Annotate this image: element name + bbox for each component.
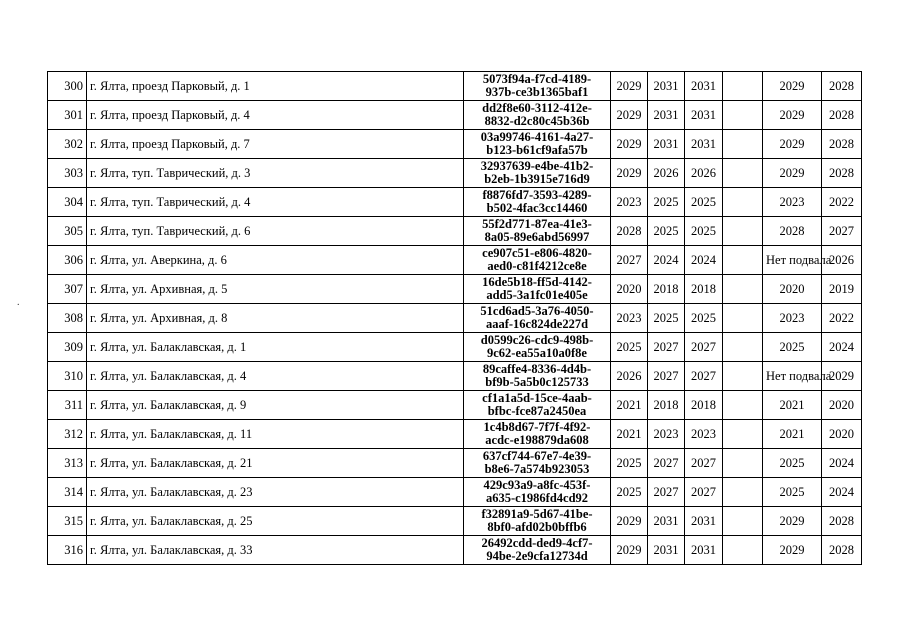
empty-cell [723,420,763,449]
row-number-cell: 302 [48,130,87,159]
year-cell-2: 2027 [648,333,685,362]
guid-line: b2eb-1b3915e716d9 [484,172,590,186]
basement-year-cell: 2029 [763,159,822,188]
year-cell-2: 2031 [648,507,685,536]
table-row [48,391,862,420]
guid-cell [464,72,611,101]
year-cell-1: 2029 [611,159,648,188]
table-row [48,507,862,536]
year-cell-3: 2023 [685,420,723,449]
address-cell: г. Ялта, ул. Балаклавская, д. 9 [87,391,464,420]
table-row [48,449,862,478]
address-cell: г. Ялта, проезд Парковый, д. 7 [87,130,464,159]
empty-cell [723,304,763,333]
empty-cell [723,72,763,101]
guid-line: b123-b61cf9afa57b [486,143,588,157]
year-cell-1: 2023 [611,188,648,217]
guid-cell [464,333,611,362]
table-row [48,217,862,246]
guid-line: 94be-2e9cfa12734d [486,549,588,563]
year-cell-1: 2021 [611,391,648,420]
year-cell-1: 2029 [611,72,648,101]
year-cell-2: 2031 [648,72,685,101]
year-cell-1: 2027 [611,246,648,275]
year-cell-1: 2029 [611,130,648,159]
table-row [48,130,862,159]
guid-line: 9c62-ea55a10a0f8e [487,346,587,360]
row-number-cell: 300 [48,72,87,101]
year-cell-3: 2027 [685,449,723,478]
row-number-cell: 308 [48,304,87,333]
year-cell-5: 2022 [822,304,862,333]
row-number-cell: 315 [48,507,87,536]
year-cell-3: 2027 [685,478,723,507]
year-cell-3: 2031 [685,101,723,130]
guid-cell [464,101,611,130]
year-cell-3: 2031 [685,507,723,536]
empty-cell [723,478,763,507]
basement-year-cell: 2020 [763,275,822,304]
guid-cell [464,478,611,507]
year-cell-5: 2029 [822,362,862,391]
empty-cell [723,333,763,362]
guid-cell [464,536,611,565]
basement-year-cell: 2021 [763,420,822,449]
guid-line: 637cf744-67e7-4e39- [482,449,592,463]
address-cell: г. Ялта, туп. Таврический, д. 6 [87,217,464,246]
basement-year-cell: 2029 [763,536,822,565]
year-cell-3: 2018 [685,275,723,304]
year-cell-1: 2025 [611,478,648,507]
empty-cell [723,507,763,536]
address-cell: г. Ялта, проезд Парковый, д. 1 [87,72,464,101]
table-row [48,304,862,333]
guid-cell [464,275,611,304]
guid-cell [464,217,611,246]
address-cell: г. Ялта, ул. Архивная, д. 8 [87,304,464,333]
table-row [48,159,862,188]
year-cell-5: 2028 [822,72,862,101]
row-number-cell: 311 [48,391,87,420]
year-cell-5: 2020 [822,420,862,449]
guid-line: ce907c51-e806-4820- [482,246,592,260]
empty-cell [723,362,763,391]
guid-line: 5073f94a-f7cd-4189- [482,72,592,86]
guid-line: f32891a9-5d67-41be- [481,507,593,521]
basement-year-cell: 2028 [763,217,822,246]
year-cell-3: 2027 [685,362,723,391]
address-cell: г. Ялта, ул. Балаклавская, д. 4 [87,362,464,391]
year-cell-2: 2025 [648,304,685,333]
row-number-cell: 310 [48,362,87,391]
basement-year-cell: 2023 [763,304,822,333]
table-row [48,536,862,565]
year-cell-3: 2025 [685,304,723,333]
year-cell-2: 2027 [648,449,685,478]
year-cell-3: 2025 [685,188,723,217]
row-number-cell: 312 [48,420,87,449]
year-cell-3: 2018 [685,391,723,420]
year-cell-5: 2024 [822,478,862,507]
year-cell-3: 2031 [685,72,723,101]
year-cell-2: 2031 [648,130,685,159]
basement-year-cell: 2029 [763,101,822,130]
address-cell: г. Ялта, ул. Архивная, д. 5 [87,275,464,304]
guid-line: a635-c1986fd4cd92 [485,491,589,505]
guid-cell [464,188,611,217]
year-cell-2: 2031 [648,536,685,565]
address-cell: г. Ялта, проезд Парковый, д. 4 [87,101,464,130]
address-cell: г. Ялта, ул. Балаклавская, д. 23 [87,478,464,507]
table-row [48,478,862,507]
year-cell-3: 2026 [685,159,723,188]
address-cell: г. Ялта, ул. Балаклавская, д. 25 [87,507,464,536]
guid-line: 8bf0-afd02b0bffb6 [487,520,587,534]
year-cell-2: 2025 [648,188,685,217]
guid-line: 429c93a9-a8fc-453f- [483,478,591,492]
table-row [48,246,862,275]
year-cell-2: 2026 [648,159,685,188]
empty-cell [723,217,763,246]
empty-cell [723,188,763,217]
guid-line: aaaf-16c824de227d [485,317,589,331]
year-cell-2: 2027 [648,362,685,391]
guid-cell [464,362,611,391]
year-cell-5: 2028 [822,101,862,130]
table-row [48,275,862,304]
guid-line: 1c4b8d67-7f7f-4f92- [483,420,591,434]
table-row [48,72,862,101]
empty-cell [723,246,763,275]
basement-year-cell: 2025 [763,478,822,507]
year-cell-3: 2031 [685,130,723,159]
guid-line: b502-4fac3cc14460 [486,201,588,215]
guid-line: 937b-ce3b1365baf1 [485,85,589,99]
address-cell: г. Ялта, ул. Балаклавская, д. 21 [87,449,464,478]
year-cell-1: 2025 [611,449,648,478]
year-cell-1: 2020 [611,275,648,304]
year-cell-2: 2027 [648,478,685,507]
empty-cell [723,391,763,420]
year-cell-2: 2031 [648,101,685,130]
year-cell-5: 2020 [822,391,862,420]
guid-line: 55f2d771-87ea-41e3- [482,217,592,231]
year-cell-5: 2028 [822,536,862,565]
guid-line: 26492cdd-ded9-4cf7- [481,536,593,550]
empty-cell [723,101,763,130]
guid-line: add5-3a1fc01e405e [486,288,588,302]
guid-line: aed0-c81f4212ce8e [487,259,587,273]
year-cell-3: 2024 [685,246,723,275]
year-cell-1: 2026 [611,362,648,391]
year-cell-5: 2024 [822,333,862,362]
table-row [48,188,862,217]
empty-cell [723,275,763,304]
guid-line: 16de5b18-ff5d-4142- [482,275,592,289]
basement-year-cell: 2023 [763,188,822,217]
row-number-cell: 307 [48,275,87,304]
year-cell-1: 2021 [611,420,648,449]
guid-line: 89caffe4-8336-4d4b- [482,362,592,376]
basement-year-cell: 2021 [763,391,822,420]
basement-year-cell: Нет подвала [763,362,822,391]
basement-year-cell: 2025 [763,333,822,362]
table-row [48,101,862,130]
guid-line: bf9b-5a5b0c125733 [485,375,589,389]
empty-cell [723,130,763,159]
row-number-cell: 301 [48,101,87,130]
guid-cell [464,304,611,333]
year-cell-2: 2023 [648,420,685,449]
empty-cell [723,536,763,565]
row-number-cell: 304 [48,188,87,217]
year-cell-1: 2029 [611,101,648,130]
year-cell-3: 2031 [685,536,723,565]
year-cell-2: 2025 [648,217,685,246]
row-number-cell: 305 [48,217,87,246]
table-row [48,333,862,362]
margin-mark: . [17,297,20,308]
empty-cell [723,449,763,478]
address-cell: г. Ялта, туп. Таврический, д. 4 [87,188,464,217]
year-cell-1: 2023 [611,304,648,333]
address-cell: г. Ялта, ул. Балаклавская, д. 1 [87,333,464,362]
table-row [48,420,862,449]
year-cell-3: 2025 [685,217,723,246]
guid-line: dd2f8e60-3112-412e- [482,101,592,115]
row-number-cell: 306 [48,246,87,275]
row-number-cell: 316 [48,536,87,565]
guid-line: bfbc-fce87a2450ea [487,404,587,418]
year-cell-2: 2018 [648,391,685,420]
empty-cell [723,159,763,188]
guid-cell [464,391,611,420]
year-cell-5: 2028 [822,159,862,188]
year-cell-2: 2018 [648,275,685,304]
guid-line: 8a05-89e6abd56997 [484,230,590,244]
year-cell-5: 2028 [822,130,862,159]
table-row [48,362,862,391]
guid-line: 51cd6ad5-3a76-4050- [480,304,594,318]
guid-cell [464,449,611,478]
table-body [48,72,862,565]
year-cell-1: 2029 [611,507,648,536]
row-number-cell: 314 [48,478,87,507]
year-cell-1: 2028 [611,217,648,246]
guid-cell [464,130,611,159]
address-cell: г. Ялта, ул. Балаклавская, д. 33 [87,536,464,565]
year-cell-5: 2022 [822,188,862,217]
year-cell-3: 2027 [685,333,723,362]
address-cell: г. Ялта, ул. Аверкина, д. 6 [87,246,464,275]
guid-line: 8832-d2c80c45b36b [484,114,590,128]
basement-year-cell: 2029 [763,507,822,536]
guid-cell [464,159,611,188]
basement-year-cell: 2029 [763,130,822,159]
guid-line: f8876fd7-3593-4289- [482,188,592,202]
year-cell-5: 2019 [822,275,862,304]
guid-line: acdc-e198879da608 [485,433,589,447]
guid-line: cf1a1a5d-15ce-4aab- [482,391,592,405]
guid-line: b8e6-7a574b923053 [484,462,590,476]
address-cell: г. Ялта, ул. Балаклавская, д. 11 [87,420,464,449]
row-number-cell: 303 [48,159,87,188]
address-cell: г. Ялта, туп. Таврический, д. 3 [87,159,464,188]
guid-cell [464,246,611,275]
basement-year-cell: Нет подвала [763,246,822,275]
year-cell-2: 2024 [648,246,685,275]
guid-cell [464,420,611,449]
year-cell-1: 2029 [611,536,648,565]
buildings-table [47,71,862,565]
year-cell-1: 2025 [611,333,648,362]
guid-line: d0599c26-cdc9-498b- [480,333,594,347]
guid-cell [464,507,611,536]
guid-line: 32937639-e4be-41b2- [480,159,594,173]
year-cell-5: 2026 [822,246,862,275]
basement-year-cell: 2025 [763,449,822,478]
year-cell-5: 2027 [822,217,862,246]
row-number-cell: 309 [48,333,87,362]
row-number-cell: 313 [48,449,87,478]
basement-year-cell: 2029 [763,72,822,101]
year-cell-5: 2024 [822,449,862,478]
year-cell-5: 2028 [822,507,862,536]
guid-line: 03a99746-4161-4a27- [480,130,594,144]
